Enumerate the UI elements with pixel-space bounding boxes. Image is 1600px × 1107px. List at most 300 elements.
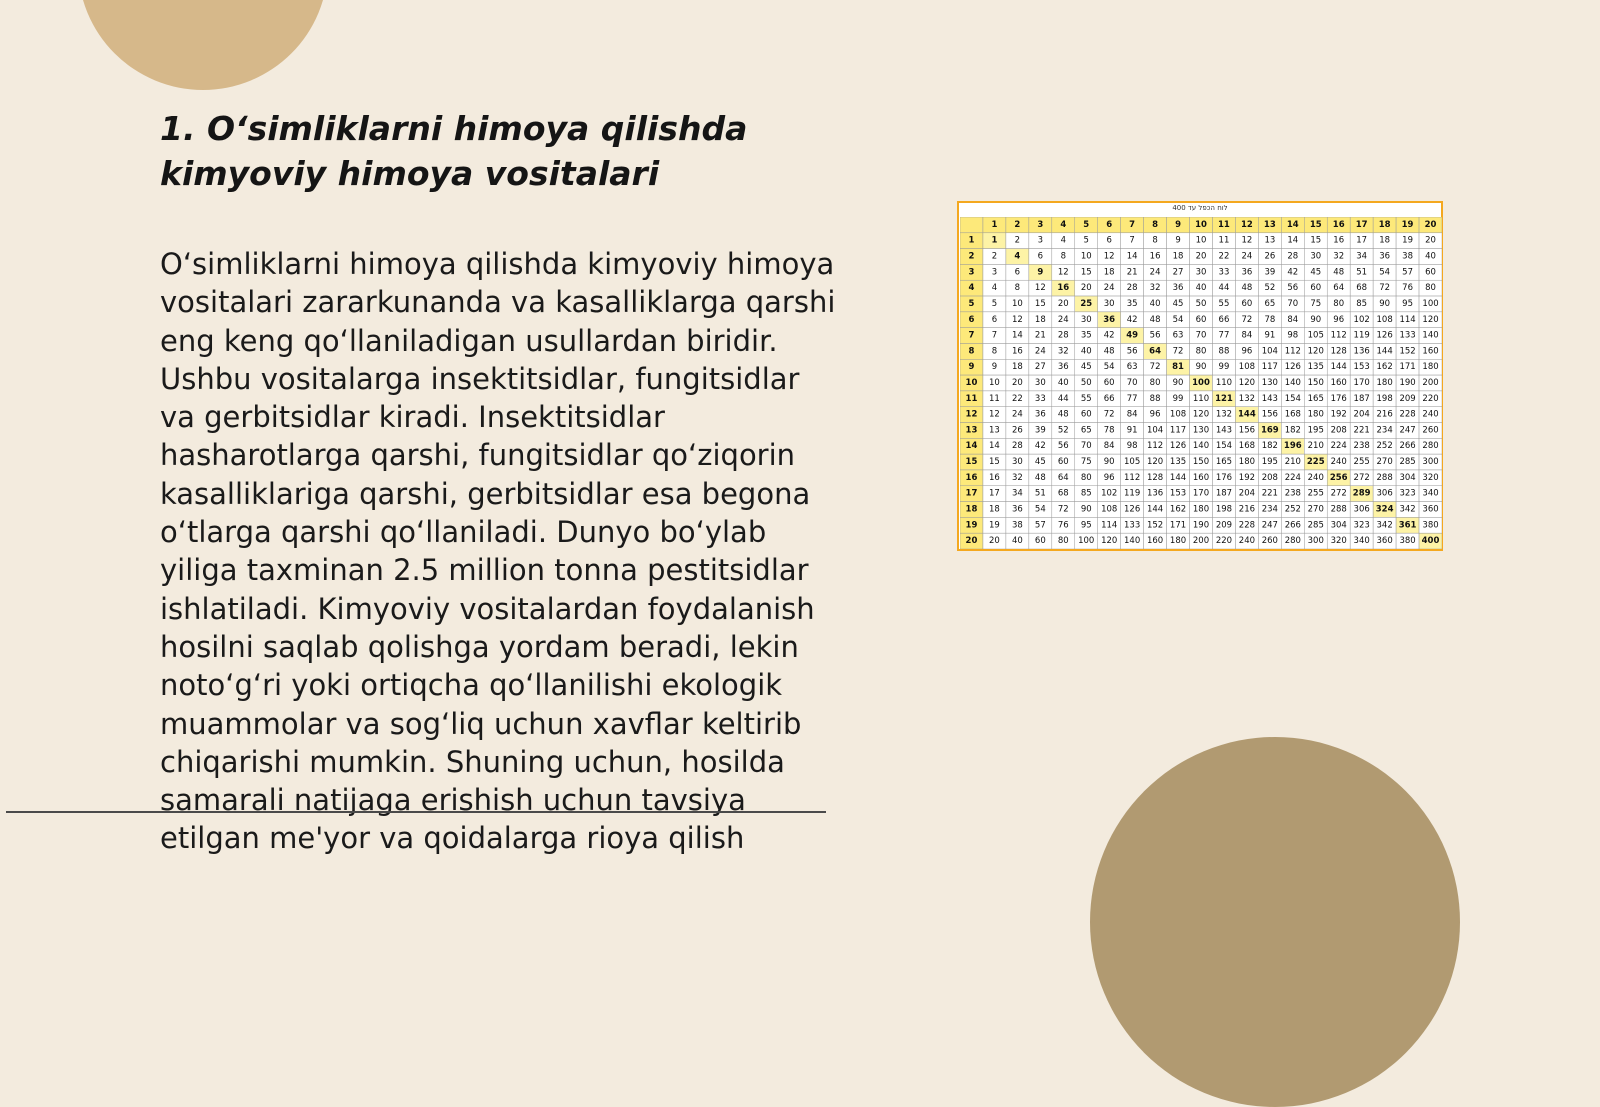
table-cell-value: 16: [1011, 346, 1023, 357]
table-cell-value: 34: [1356, 251, 1368, 262]
table-cell-value: 323: [1399, 488, 1416, 499]
table-cell-value: 221: [1353, 425, 1370, 436]
table-cell-value: 4: [1014, 251, 1021, 262]
table-cell-value: 60: [1310, 283, 1322, 294]
table-cell-value: 112: [1330, 330, 1347, 341]
table-cell-value: 28: [1057, 330, 1069, 341]
table-cell-value: 119: [1353, 330, 1370, 341]
table-cell-value: 60: [1425, 267, 1436, 278]
table-cell-value: 323: [1353, 520, 1370, 531]
table-cell-value: 304: [1330, 520, 1347, 531]
table-cell-value: 57: [1402, 267, 1413, 278]
table-cell-value: 153: [1169, 488, 1187, 499]
table-cell-value: 81: [1172, 362, 1184, 373]
table-header-label: 8: [1152, 219, 1159, 230]
table-cell-value: 180: [1307, 409, 1324, 420]
table-cell-value: 143: [1261, 393, 1278, 404]
table-cell-value: 20: [1195, 251, 1207, 262]
slide-title: 1. O‘simliklarni himoya qilishda kimyoviy himoya vositalari: [160, 109, 748, 193]
table-cell-value: 100: [1422, 298, 1439, 309]
table-cell-value: 54: [1172, 314, 1184, 325]
table-cell-value: 98: [1287, 330, 1299, 341]
table-cell-value: 56: [1126, 346, 1138, 357]
table-cell-value: 6: [1014, 267, 1021, 278]
table-cell-value: 44: [1218, 283, 1230, 294]
table-row-header-label: 19: [965, 520, 978, 531]
table-cell-value: 169: [1260, 425, 1279, 436]
table-cell-value: 234: [1261, 504, 1278, 515]
table-cell-value: 44: [1057, 393, 1069, 404]
table-cell-value: 80: [1195, 346, 1207, 357]
table-cell-value: 252: [1376, 441, 1393, 452]
table-header-label: 11: [1218, 219, 1230, 230]
table-row-header-label: 20: [965, 536, 978, 547]
table-cell-value: 182: [1261, 441, 1278, 452]
table-cell-value: 204: [1238, 488, 1256, 499]
table-cell-value: 4: [991, 283, 998, 294]
table-cell-value: 120: [1101, 536, 1118, 547]
table-cell-value: 24: [1241, 251, 1253, 262]
table-cell-value: 16: [989, 472, 1000, 483]
table-cell-value: 16: [1333, 235, 1345, 246]
table-cell-value: 150: [1192, 457, 1210, 468]
table-cell-value: 285: [1399, 457, 1416, 468]
table-cell-value: 8: [1060, 251, 1066, 262]
table-cell-value: 224: [1330, 441, 1347, 452]
table-cell-value: 126: [1169, 441, 1187, 452]
table-cell-value: 35: [1080, 330, 1092, 341]
table-cell-value: 104: [1146, 425, 1164, 436]
table-cell-value: 171: [1169, 520, 1187, 531]
table-cell-value: 20: [989, 536, 1000, 547]
table-cell-value: 60: [1241, 298, 1253, 309]
table-cell-value: 48: [1333, 267, 1345, 278]
table-cell-value: 19: [989, 520, 1000, 531]
table-cell-value: 70: [1080, 441, 1092, 452]
table-cell-value: 324: [1375, 504, 1394, 515]
table-cell-value: 102: [1353, 314, 1370, 325]
table-cell-value: 300: [1307, 536, 1324, 547]
table-cell-value: 140: [1422, 330, 1439, 341]
table-cell-value: 12: [1103, 251, 1115, 262]
table-cell-value: 6: [1037, 251, 1044, 262]
table-cell-value: 5: [991, 298, 998, 309]
table-cell-value: 13: [1264, 235, 1276, 246]
table-cell-value: 33: [1218, 267, 1230, 278]
table-cell-value: 2: [1014, 235, 1021, 246]
table-cell-value: 40: [1425, 251, 1436, 262]
table-cell-value: 144: [1238, 409, 1256, 420]
table-cell-value: 34: [1011, 488, 1023, 499]
table-cell-value: 135: [1307, 362, 1324, 373]
table-cell-value: 68: [1356, 283, 1368, 294]
table-header-label: 3: [1037, 219, 1044, 230]
table-cell-value: 162: [1376, 362, 1393, 373]
table-cell-value: 121: [1215, 393, 1233, 404]
table-cell-value: 102: [1101, 488, 1118, 499]
table-cell-value: 39: [1264, 267, 1276, 278]
table-cell-value: 42: [1287, 267, 1299, 278]
table-cell-value: 117: [1261, 362, 1278, 373]
table-header-label: 5: [1083, 219, 1090, 230]
table-cell-value: 27: [1172, 267, 1184, 278]
table-cell-value: 128: [1330, 346, 1347, 357]
table-cell-value: 45: [1310, 267, 1322, 278]
table-cell-value: 4: [1060, 235, 1066, 246]
table-cell-value: 12: [1241, 235, 1253, 246]
table-cell-value: 90: [1080, 504, 1092, 515]
table-cell-value: 280: [1284, 536, 1301, 547]
table-cell-value: 126: [1376, 330, 1393, 341]
table-row-header-label: 14: [965, 441, 978, 452]
table-cell-value: 90: [1379, 298, 1391, 309]
table-cell-value: 78: [1264, 314, 1276, 325]
table-cell-value: 24: [1149, 267, 1161, 278]
table-cell-value: 16: [1057, 283, 1070, 294]
table-cell-value: 216: [1238, 504, 1256, 515]
table-cell-value: 17: [1356, 235, 1368, 246]
table-cell-value: 21: [1034, 330, 1046, 341]
table-cell-value: 256: [1329, 472, 1348, 483]
table-cell-value: 15: [1080, 267, 1092, 278]
table-cell-value: 30: [1310, 251, 1322, 262]
table-cell-value: 209: [1215, 520, 1233, 531]
table-cell-value: 24: [1103, 283, 1115, 294]
table-cell-value: 285: [1307, 520, 1324, 531]
table-cell-value: 30: [1034, 378, 1046, 388]
table-cell-value: 48: [1103, 346, 1115, 357]
table-cell-value: 144: [1330, 362, 1347, 373]
table-cell-value: 100: [1078, 536, 1095, 547]
table-cell-value: 340: [1353, 536, 1370, 547]
table-cell-value: 51: [1034, 488, 1046, 499]
table-cell-value: 84: [1241, 330, 1253, 341]
table-row-header-label: 15: [965, 457, 978, 468]
table-header-label: 10: [1195, 219, 1207, 230]
table-row-header-label: 16: [965, 472, 978, 483]
table-header-label: 17: [1355, 219, 1368, 230]
table-cell-value: 76: [1057, 520, 1069, 531]
table-cell-value: 72: [1057, 504, 1069, 515]
table-header-label: 7: [1129, 219, 1136, 230]
table-cell-value: 132: [1215, 409, 1233, 420]
table-cell-value: 140: [1284, 378, 1301, 388]
table-cell-value: 42: [1034, 441, 1046, 452]
table-caption: לוח הכפל עד 400: [1172, 204, 1228, 212]
table-cell-value: 40: [1149, 298, 1161, 309]
table-cell-value: 51: [1356, 267, 1368, 278]
table-cell-value: 170: [1192, 488, 1210, 499]
table-cell-value: 300: [1422, 457, 1439, 468]
table-cell-value: 208: [1261, 472, 1278, 483]
table-cell-value: 108: [1101, 504, 1118, 515]
table-cell-value: 187: [1215, 488, 1233, 499]
table-cell-value: 96: [1333, 314, 1345, 325]
table-cell-value: 45: [1172, 298, 1184, 309]
table-cell-value: 24: [1057, 314, 1069, 325]
table-cell-value: 77: [1126, 393, 1138, 404]
table-cell-value: 105: [1124, 457, 1141, 468]
table-cell-value: 225: [1306, 457, 1325, 468]
table-cell-value: 12: [1057, 267, 1069, 278]
table-cell-value: 28: [1011, 441, 1023, 452]
table-cell-value: 36: [1379, 251, 1391, 262]
table-cell-value: 126: [1284, 362, 1301, 373]
table-cell-value: 120: [1146, 457, 1164, 468]
table-cell-value: 30: [1080, 314, 1092, 325]
table-cell-value: 182: [1284, 425, 1301, 436]
table-cell-value: 91: [1126, 425, 1138, 436]
table-cell-value: 48: [1149, 314, 1161, 325]
table-cell-value: 20: [1011, 378, 1023, 388]
table-cell-value: 171: [1399, 362, 1416, 373]
table-cell-value: 64: [1057, 472, 1069, 483]
table-cell-value: 133: [1399, 330, 1416, 341]
table-cell-value: 114: [1101, 520, 1118, 531]
table-cell-value: 17: [989, 488, 1000, 499]
table-cell-value: 260: [1422, 425, 1439, 436]
table-row-header-label: 7: [968, 330, 975, 341]
table-corner-cell: [960, 217, 983, 233]
table-cell-value: 119: [1124, 488, 1141, 499]
table-cell-value: 136: [1353, 346, 1370, 357]
table-cell-value: 40: [1195, 283, 1207, 294]
table-cell-value: 117: [1169, 425, 1187, 436]
table-cell-value: 10: [1195, 235, 1207, 246]
table-cell-value: 56: [1149, 330, 1161, 341]
table-row-header-label: 10: [965, 378, 978, 388]
table-cell-value: 180: [1422, 362, 1439, 373]
table-cell-value: 22: [1011, 393, 1023, 404]
table-cell-value: 45: [1080, 362, 1092, 373]
table-cell-value: 306: [1353, 504, 1370, 515]
table-cell-value: 9: [1037, 267, 1044, 278]
table-cell-value: 289: [1352, 488, 1371, 499]
table-cell-value: 133: [1124, 520, 1141, 531]
table-cell-value: 221: [1261, 488, 1278, 499]
table-cell-value: 168: [1238, 441, 1256, 452]
table-cell-value: 42: [1103, 330, 1115, 341]
table-cell-value: 26: [1264, 251, 1276, 262]
table-cell-value: 152: [1146, 520, 1164, 531]
table-cell-value: 96: [1103, 472, 1115, 483]
table-cell-value: 25: [1080, 298, 1093, 309]
table-cell-value: 15: [1310, 235, 1322, 246]
table-cell-value: 65: [1080, 425, 1092, 436]
decorative-circle-top: [78, 0, 328, 90]
multiplication-table-image: [957, 201, 1443, 551]
table-cell-value: 8: [991, 346, 998, 357]
table-cell-value: 154: [1215, 441, 1233, 452]
table-cell-value: 40: [1057, 378, 1069, 388]
table-row-header-label: 6: [968, 314, 975, 325]
table-cell-value: 130: [1261, 378, 1278, 388]
multiplication-grid: [960, 217, 1442, 549]
table-header-label: 6: [1106, 219, 1113, 230]
table-cell-value: 210: [1284, 457, 1301, 468]
table-cell-value: 306: [1376, 488, 1393, 499]
table-cell-value: 168: [1284, 409, 1301, 420]
table-cell-value: 63: [1172, 330, 1184, 341]
table-cell-value: 14: [1126, 251, 1138, 262]
table-cell-value: 60: [1080, 409, 1092, 420]
table-cell-value: 8: [1152, 235, 1158, 246]
table-cell-value: 260: [1261, 536, 1278, 547]
table-cell-value: 20: [1057, 298, 1069, 309]
table-cell-value: 55: [1080, 393, 1092, 404]
table-cell-value: 208: [1330, 425, 1347, 436]
table-cell-value: 238: [1353, 441, 1370, 452]
table-cell-value: 170: [1353, 378, 1370, 388]
table-cell-value: 68: [1057, 488, 1069, 499]
table-cell-value: 320: [1422, 472, 1439, 483]
table-cell-value: 18: [1103, 267, 1115, 278]
table-cell-value: 32: [1149, 283, 1161, 294]
table-cell-value: 45: [1034, 457, 1046, 468]
table-cell-value: 180: [1376, 378, 1393, 388]
divider-line: [6, 811, 826, 813]
table-cell-value: 60: [1195, 314, 1207, 325]
table-cell-value: 144: [1146, 504, 1164, 515]
table-cell-value: 114: [1399, 314, 1416, 325]
table-cell-value: 196: [1283, 441, 1302, 452]
table-cell-value: 240: [1330, 457, 1347, 468]
table-cell-value: 64: [1149, 346, 1162, 357]
table-cell-value: 120: [1307, 346, 1324, 357]
table-cell-value: 176: [1330, 393, 1347, 404]
table-cell-value: 380: [1422, 520, 1439, 531]
table-cell-value: 9: [1175, 235, 1181, 246]
table-cell-value: 128: [1146, 472, 1164, 483]
table-cell-value: 15: [989, 457, 1000, 468]
table-cell-value: 24: [1034, 346, 1046, 357]
table-cell-value: 156: [1238, 425, 1256, 436]
table-cell-value: 78: [1103, 425, 1115, 436]
table-cell-value: 156: [1261, 409, 1278, 420]
table-cell-value: 19: [1402, 235, 1413, 246]
table-cell-value: 24: [1011, 409, 1023, 420]
table-cell-value: 360: [1422, 504, 1439, 515]
table-cell-value: 52: [1264, 283, 1276, 294]
table-cell-value: 198: [1215, 504, 1233, 515]
table-cell-value: 108: [1376, 314, 1393, 325]
table-cell-value: 11: [989, 393, 1000, 404]
table-header-label: 14: [1286, 219, 1299, 230]
table-cell-value: 65: [1264, 298, 1276, 309]
table-cell-value: 3: [991, 267, 998, 278]
table-cell-value: 195: [1261, 457, 1278, 468]
table-cell-value: 14: [989, 441, 1000, 452]
table-cell-value: 28: [1287, 251, 1299, 262]
table-cell-value: 85: [1080, 488, 1092, 499]
table-cell-value: 270: [1376, 457, 1393, 468]
table-cell-value: 192: [1238, 472, 1256, 483]
table-header-label: 16: [1332, 219, 1345, 230]
table-cell-value: 80: [1080, 472, 1092, 483]
table-cell-value: 112: [1284, 346, 1301, 357]
table-cell-value: 162: [1169, 504, 1187, 515]
table-cell-value: 60: [1103, 378, 1115, 388]
table-cell-value: 36: [1057, 362, 1069, 373]
table-cell-value: 288: [1330, 504, 1347, 515]
table-cell-value: 35: [1126, 298, 1138, 309]
table-cell-value: 240: [1422, 409, 1439, 420]
table-cell-value: 6: [991, 314, 998, 325]
table-cell-value: 240: [1307, 472, 1324, 483]
table-cell-value: 1: [991, 235, 998, 246]
table-cell-value: 77: [1218, 330, 1230, 341]
table-cell-value: 105: [1307, 330, 1324, 341]
table-header-label: 15: [1309, 219, 1322, 230]
table-cell-value: 342: [1399, 504, 1416, 515]
table-cell-value: 136: [1146, 488, 1164, 499]
table-cell-value: 88: [1218, 346, 1230, 357]
table-cell-value: 70: [1195, 330, 1207, 341]
table-cell-value: 247: [1261, 520, 1278, 531]
table-cell-value: 112: [1124, 472, 1141, 483]
table-cell-value: 18: [1172, 251, 1184, 262]
table-cell-value: 36: [1172, 283, 1184, 294]
table-cell-value: 120: [1422, 314, 1439, 325]
table-cell-value: 50: [1080, 378, 1092, 388]
table-cell-value: 195: [1307, 425, 1324, 436]
table-cell-value: 14: [1011, 330, 1023, 341]
table-cell-value: 72: [1103, 409, 1115, 420]
table-cell-value: 340: [1422, 488, 1439, 499]
table-cell-value: 160: [1330, 378, 1347, 388]
table-cell-value: 48: [1034, 472, 1046, 483]
table-cell-value: 54: [1103, 362, 1115, 373]
table-row-header-label: 9: [968, 362, 975, 373]
table-cell-value: 85: [1356, 298, 1368, 309]
table-cell-value: 288: [1376, 472, 1393, 483]
table-row-header-label: 1: [968, 235, 975, 246]
table-cell-value: 165: [1307, 393, 1324, 404]
table-cell-value: 49: [1126, 330, 1139, 341]
table-cell-value: 252: [1284, 504, 1301, 515]
table-cell-value: 70: [1126, 378, 1138, 388]
table-cell-value: 238: [1284, 488, 1301, 499]
table-cell-value: 272: [1353, 472, 1370, 483]
table-cell-value: 140: [1192, 441, 1210, 452]
table-cell-value: 15: [1034, 298, 1046, 309]
table-cell-value: 143: [1215, 425, 1233, 436]
table-cell-value: 160: [1146, 536, 1164, 547]
table-cell-value: 153: [1353, 362, 1370, 373]
table-cell-value: 75: [1080, 457, 1092, 468]
table-header-label: 12: [1240, 219, 1253, 230]
table-cell-value: 72: [1241, 314, 1253, 325]
table-cell-value: 6: [1106, 235, 1112, 246]
table-row-header-label: 17: [965, 488, 978, 499]
table-cell-value: 84: [1287, 314, 1299, 325]
table-cell-value: 42: [1126, 314, 1138, 325]
table-cell-value: 108: [1238, 362, 1256, 373]
table-cell-value: 200: [1192, 536, 1210, 547]
table-cell-value: 140: [1124, 536, 1141, 547]
table-cell-value: 98: [1126, 441, 1138, 452]
table-cell-value: 48: [1057, 409, 1069, 420]
table-cell-value: 95: [1402, 298, 1413, 309]
table-cell-value: 2: [991, 251, 998, 262]
table-cell-value: 112: [1146, 441, 1164, 452]
table-cell-value: 18: [1011, 362, 1023, 373]
table-cell-value: 22: [1218, 251, 1230, 262]
table-cell-value: 30: [1195, 267, 1207, 278]
table-cell-value: 320: [1330, 536, 1347, 547]
table-cell-value: 8: [1014, 283, 1021, 294]
table-cell-value: 90: [1310, 314, 1322, 325]
